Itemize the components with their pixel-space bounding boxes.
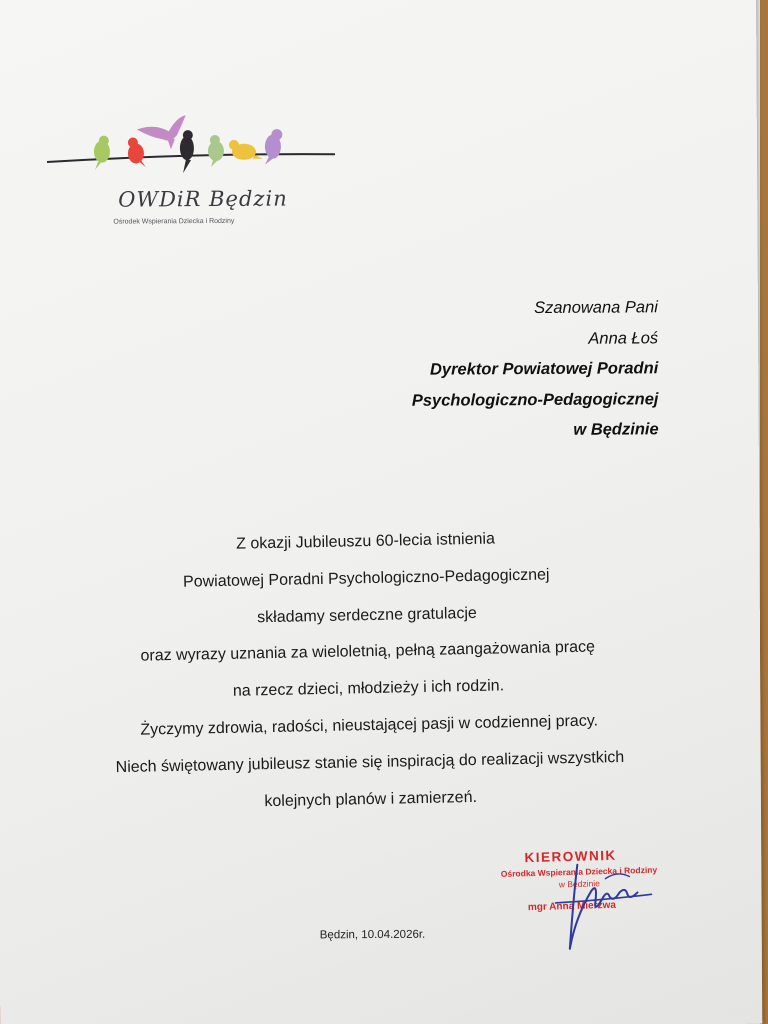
logo-name: OWDiR Będzin <box>118 186 288 212</box>
birds-on-wire-icon <box>43 114 343 186</box>
body-line: na rzecz dzieci, młodzieży i ich rodzin. <box>232 677 505 700</box>
pink-flying-bird-icon <box>137 115 186 149</box>
stamp-city: w Będzinie <box>558 878 600 890</box>
stamp-title: KIEROWNIK <box>524 847 617 866</box>
letter-body <box>85 518 651 824</box>
addressee-name: Anna Łoś <box>588 328 659 348</box>
body-line: Powiatowej Poradni Psychologiczno-Pedagogicznej <box>182 566 550 591</box>
stamp-organization: Ośrodka Wspierania Dziecka i Rodziny <box>500 864 658 879</box>
dark-bird-icon <box>180 130 194 173</box>
addressee-salutation: Szanowana Pani <box>534 298 658 318</box>
lavender-bird-icon <box>265 129 283 165</box>
organization-logo <box>43 114 344 236</box>
addressee-block <box>411 292 659 446</box>
green-bird-icon <box>94 136 110 170</box>
place-and-date: Będzin, 10.04.2026r. <box>319 928 426 942</box>
body-line: Życzymy zdrowia, radości, nieustającej pasji w codziennej pracy. <box>140 712 599 739</box>
addressee-title: Dyrektor Powiatowej Poradni <box>429 359 659 379</box>
body-line: kolejnych planów i zamierzeń. <box>264 788 478 810</box>
body-line: oraz wyrazy uznania za wieloletnią, pełną zaangażowania pracę <box>140 638 596 666</box>
addressee-institution: Psychologiczno-Pedagogicznej <box>411 389 659 410</box>
addressee-location: w Będzinie <box>573 420 659 439</box>
light-green-bird-icon <box>208 135 224 167</box>
stamp-name: mgr Anna Mierzwa <box>527 899 617 914</box>
yellow-bird-icon <box>229 140 263 160</box>
handwritten-signature-icon <box>547 856 658 957</box>
body-line: składamy serdeczne gratulacje <box>257 604 477 626</box>
body-line: Z okazji Jubileuszu 60-lecia istnienia <box>235 530 496 553</box>
logo-subtitle: Ośrodek Wspierania Dziecka i Rodziny <box>113 217 235 226</box>
body-line: Niech świętowany jubileusz stanie się inspiracją do realizacji wszystkich <box>115 748 625 776</box>
red-bird-icon <box>128 137 146 167</box>
